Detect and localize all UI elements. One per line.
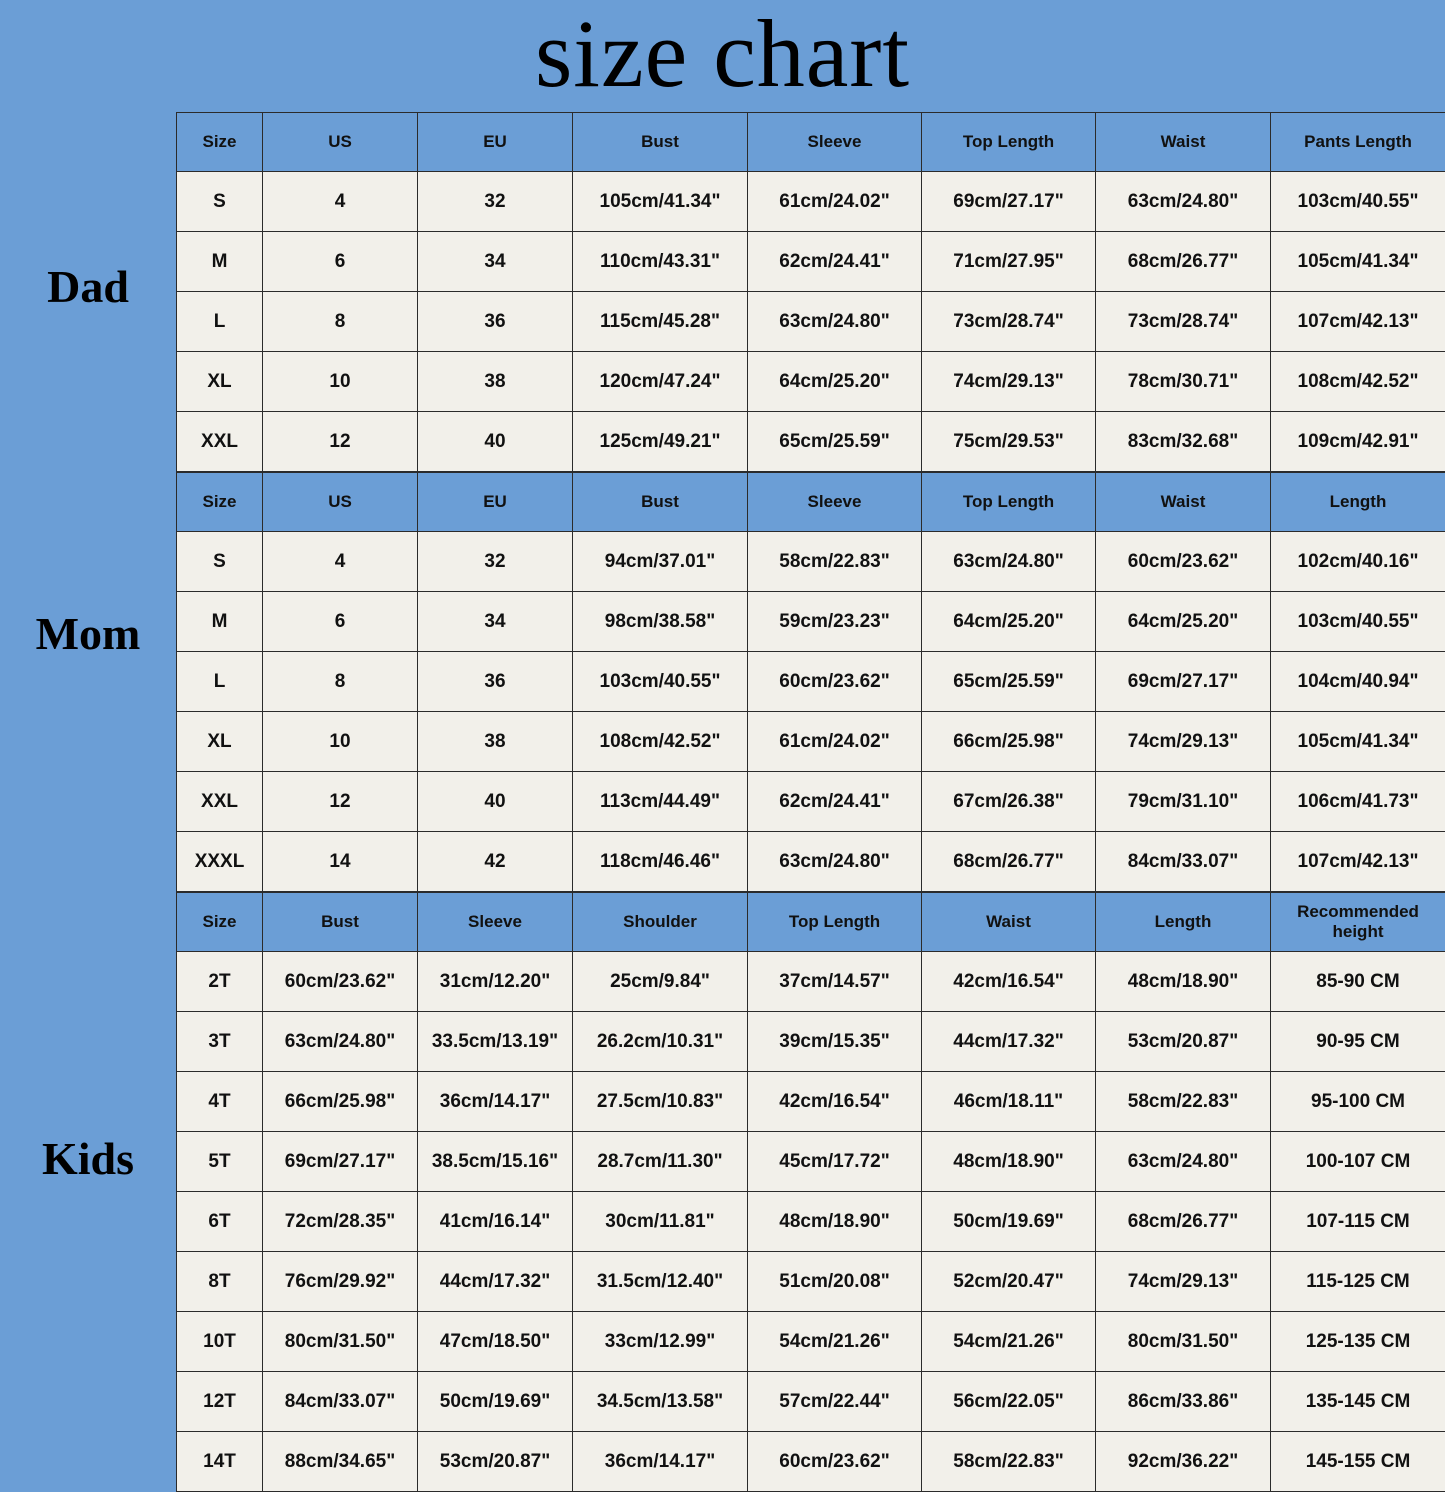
measurement-cell: 31cm/12.20" [418,952,573,1012]
measurement-cell: 74cm/29.13" [1096,712,1271,772]
measurement-cell: 92cm/36.22" [1096,1432,1271,1492]
measurement-cell: 10 [263,712,418,772]
measurement-cell: 38 [418,352,573,412]
measurement-cell: 80cm/31.50" [263,1312,418,1372]
measurement-cell: 85-90 CM [1271,952,1445,1012]
table-row [177,1252,1445,1312]
measurement-cell: 12 [263,772,418,832]
measurement-cell: 108cm/42.52" [1271,352,1445,412]
measurement-cell: 4 [263,172,418,232]
group-label-dad: Dad [0,260,176,313]
measurement-cell: 26.2cm/10.31" [573,1012,748,1072]
measurement-cell: 113cm/44.49" [573,772,748,832]
measurement-cell: 62cm/24.41" [748,232,922,292]
column-header: Size [177,473,263,532]
measurement-cell: 145-155 CM [1271,1432,1445,1492]
measurement-cell: 38.5cm/15.16" [418,1132,573,1192]
measurement-cell: 48cm/18.90" [922,1132,1096,1192]
measurement-cell: 106cm/41.73" [1271,772,1445,832]
measurement-cell: 71cm/27.95" [922,232,1096,292]
measurement-cell: 108cm/42.52" [573,712,748,772]
measurement-cell: 41cm/16.14" [418,1192,573,1252]
size-cell: XXL [177,772,263,832]
measurement-cell: 61cm/24.02" [748,172,922,232]
table-body [177,952,1445,1492]
measurement-cell: 58cm/22.83" [1096,1072,1271,1132]
column-header: Waist [1096,113,1271,172]
measurement-cell: 69cm/27.17" [1096,652,1271,712]
measurement-cell: 103cm/40.55" [1271,592,1445,652]
measurement-cell: 64cm/25.20" [748,352,922,412]
measurement-cell: 44cm/17.32" [418,1252,573,1312]
measurement-cell: 68cm/26.77" [922,832,1096,892]
table-row [177,292,1445,352]
table-row [177,592,1445,652]
measurement-cell: 4 [263,532,418,592]
measurement-cell: 105cm/41.34" [573,172,748,232]
measurement-cell: 125-135 CM [1271,1312,1445,1372]
measurement-cell: 68cm/26.77" [1096,1192,1271,1252]
measurement-cell: 69cm/27.17" [922,172,1096,232]
measurement-cell: 110cm/43.31" [573,232,748,292]
size-cell: XL [177,352,263,412]
measurement-cell: 107cm/42.13" [1271,832,1445,892]
size-cell: 2T [177,952,263,1012]
measurement-cell: 76cm/29.92" [263,1252,418,1312]
measurement-cell: 36 [418,292,573,352]
measurement-cell: 66cm/25.98" [263,1072,418,1132]
size-cell: L [177,652,263,712]
measurement-cell: 66cm/25.98" [922,712,1096,772]
page-title: size chart [0,4,1445,104]
measurement-cell: 44cm/17.32" [922,1012,1096,1072]
measurement-cell: 34.5cm/13.58" [573,1372,748,1432]
measurement-cell: 100-107 CM [1271,1132,1445,1192]
measurement-cell: 105cm/41.34" [1271,712,1445,772]
table-head [177,893,1445,952]
measurement-cell: 36cm/14.17" [418,1072,573,1132]
measurement-cell: 84cm/33.07" [1096,832,1271,892]
measurement-cell: 50cm/19.69" [418,1372,573,1432]
size-cell: 6T [177,1192,263,1252]
column-header: EU [418,113,573,172]
measurement-cell: 64cm/25.20" [922,592,1096,652]
size-cell: 14T [177,1432,263,1492]
measurement-cell: 62cm/24.41" [748,772,922,832]
measurement-cell: 56cm/22.05" [922,1372,1096,1432]
size-cell: XXL [177,412,263,472]
measurement-cell: 36cm/14.17" [573,1432,748,1492]
measurement-cell: 109cm/42.91" [1271,412,1445,472]
column-header: Sleeve [418,893,573,952]
table-row [177,532,1445,592]
measurement-cell: 53cm/20.87" [1096,1012,1271,1072]
measurement-cell: 39cm/15.35" [748,1012,922,1072]
table-row [177,832,1445,892]
measurement-cell: 57cm/22.44" [748,1372,922,1432]
table-header-row [177,113,1445,172]
table-row [177,772,1445,832]
group-labels [0,112,176,1445]
table-row [177,1012,1445,1072]
table-row [177,1072,1445,1132]
table-kids [176,892,1445,1492]
measurement-cell: 59cm/23.23" [748,592,922,652]
measurement-cell: 38 [418,712,573,772]
measurement-cell: 74cm/29.13" [922,352,1096,412]
measurement-cell: 32 [418,532,573,592]
measurement-cell: 67cm/26.38" [922,772,1096,832]
measurement-cell: 78cm/30.71" [1096,352,1271,412]
measurement-cell: 90-95 CM [1271,1012,1445,1072]
measurement-cell: 94cm/37.01" [573,532,748,592]
measurement-cell: 6 [263,592,418,652]
column-header: Top Length [922,473,1096,532]
table-row [177,172,1445,232]
measurement-cell: 104cm/40.94" [1271,652,1445,712]
column-header: US [263,473,418,532]
measurement-cell: 69cm/27.17" [263,1132,418,1192]
measurement-cell: 86cm/33.86" [1096,1372,1271,1432]
measurement-cell: 40 [418,772,573,832]
measurement-cell: 6 [263,232,418,292]
size-cell: S [177,532,263,592]
measurement-cell: 8 [263,652,418,712]
measurement-cell: 47cm/18.50" [418,1312,573,1372]
measurement-cell: 42cm/16.54" [922,952,1096,1012]
column-header: Length [1096,893,1271,952]
measurement-cell: 73cm/28.74" [922,292,1096,352]
table-row [177,1132,1445,1192]
column-header: EU [418,473,573,532]
measurement-cell: 52cm/20.47" [922,1252,1096,1312]
table-row [177,232,1445,292]
measurement-cell: 72cm/28.35" [263,1192,418,1252]
table-head [177,113,1445,172]
measurement-cell: 12 [263,412,418,472]
measurement-cell: 58cm/22.83" [748,532,922,592]
measurement-cell: 42cm/16.54" [748,1072,922,1132]
table-head [177,473,1445,532]
size-cell: M [177,592,263,652]
table-header-row [177,893,1445,952]
measurement-cell: 34 [418,592,573,652]
measurement-cell: 84cm/33.07" [263,1372,418,1432]
measurement-cell: 63cm/24.80" [922,532,1096,592]
measurement-cell: 33.5cm/13.19" [418,1012,573,1072]
measurement-cell: 83cm/32.68" [1096,412,1271,472]
measurement-cell: 53cm/20.87" [418,1432,573,1492]
measurement-cell: 28.7cm/11.30" [573,1132,748,1192]
column-header: Bust [573,113,748,172]
measurement-cell: 34 [418,232,573,292]
measurement-cell: 103cm/40.55" [573,652,748,712]
measurement-cell: 37cm/14.57" [748,952,922,1012]
size-cell: 3T [177,1012,263,1072]
size-cell: XL [177,712,263,772]
group-label-mom: Mom [0,607,176,660]
column-header: Size [177,893,263,952]
size-cell: 4T [177,1072,263,1132]
column-header: Waist [1096,473,1271,532]
measurement-cell: 118cm/46.46" [573,832,748,892]
table-header-row [177,473,1445,532]
column-header: Length [1271,473,1445,532]
measurement-cell: 98cm/38.58" [573,592,748,652]
column-header: Bust [573,473,748,532]
size-tables [176,112,1445,1492]
measurement-cell: 63cm/24.80" [748,832,922,892]
column-header: Bust [263,893,418,952]
size-cell: M [177,232,263,292]
size-cell: 8T [177,1252,263,1312]
column-header: Waist [922,893,1096,952]
table-row [177,1192,1445,1252]
measurement-cell: 8 [263,292,418,352]
measurement-cell: 27.5cm/10.83" [573,1072,748,1132]
measurement-cell: 135-145 CM [1271,1372,1445,1432]
measurement-cell: 60cm/23.62" [748,1432,922,1492]
table-row [177,352,1445,412]
measurement-cell: 64cm/25.20" [1096,592,1271,652]
table-row [177,712,1445,772]
measurement-cell: 73cm/28.74" [1096,292,1271,352]
measurement-cell: 45cm/17.72" [748,1132,922,1192]
table-row [177,652,1445,712]
measurement-cell: 33cm/12.99" [573,1312,748,1372]
column-header: US [263,113,418,172]
measurement-cell: 54cm/21.26" [922,1312,1096,1372]
table-row [177,1372,1445,1432]
measurement-cell: 48cm/18.90" [748,1192,922,1252]
table-body [177,532,1445,892]
measurement-cell: 65cm/25.59" [748,412,922,472]
measurement-cell: 80cm/31.50" [1096,1312,1271,1372]
measurement-cell: 63cm/24.80" [1096,172,1271,232]
measurement-cell: 79cm/31.10" [1096,772,1271,832]
measurement-cell: 63cm/24.80" [1096,1132,1271,1192]
column-header: Shoulder [573,893,748,952]
column-header: Recommended height [1271,893,1445,952]
measurement-cell: 14 [263,832,418,892]
table-row [177,412,1445,472]
measurement-cell: 42 [418,832,573,892]
table-mom [176,472,1445,892]
size-cell: 10T [177,1312,263,1372]
measurement-cell: 63cm/24.80" [263,1012,418,1072]
measurement-cell: 58cm/22.83" [922,1432,1096,1492]
column-header: Top Length [922,113,1096,172]
measurement-cell: 30cm/11.81" [573,1192,748,1252]
measurement-cell: 102cm/40.16" [1271,532,1445,592]
measurement-cell: 60cm/23.62" [1096,532,1271,592]
measurement-cell: 74cm/29.13" [1096,1252,1271,1312]
column-header: Sleeve [748,473,922,532]
measurement-cell: 105cm/41.34" [1271,232,1445,292]
measurement-cell: 46cm/18.11" [922,1072,1096,1132]
table-row [177,952,1445,1012]
column-header: Size [177,113,263,172]
measurement-cell: 50cm/19.69" [922,1192,1096,1252]
measurement-cell: 103cm/40.55" [1271,172,1445,232]
column-header: Top Length [748,893,922,952]
measurement-cell: 31.5cm/12.40" [573,1252,748,1312]
measurement-cell: 120cm/47.24" [573,352,748,412]
table-row [177,1432,1445,1492]
measurement-cell: 60cm/23.62" [748,652,922,712]
measurement-cell: 75cm/29.53" [922,412,1096,472]
measurement-cell: 25cm/9.84" [573,952,748,1012]
measurement-cell: 125cm/49.21" [573,412,748,472]
measurement-cell: 95-100 CM [1271,1072,1445,1132]
measurement-cell: 68cm/26.77" [1096,232,1271,292]
size-cell: S [177,172,263,232]
size-cell: L [177,292,263,352]
measurement-cell: 107-115 CM [1271,1192,1445,1252]
table-body [177,172,1445,472]
group-label-kids: Kids [0,1132,176,1185]
measurement-cell: 32 [418,172,573,232]
table-row [177,1312,1445,1372]
measurement-cell: 54cm/21.26" [748,1312,922,1372]
measurement-cell: 40 [418,412,573,472]
table-dad [176,112,1445,472]
column-header: Sleeve [748,113,922,172]
measurement-cell: 107cm/42.13" [1271,292,1445,352]
measurement-cell: 88cm/34.65" [263,1432,418,1492]
measurement-cell: 61cm/24.02" [748,712,922,772]
column-header: Pants Length [1271,113,1445,172]
measurement-cell: 48cm/18.90" [1096,952,1271,1012]
measurement-cell: 60cm/23.62" [263,952,418,1012]
measurement-cell: 115-125 CM [1271,1252,1445,1312]
measurement-cell: 115cm/45.28" [573,292,748,352]
measurement-cell: 63cm/24.80" [748,292,922,352]
measurement-cell: 65cm/25.59" [922,652,1096,712]
measurement-cell: 36 [418,652,573,712]
size-cell: 5T [177,1132,263,1192]
measurement-cell: 10 [263,352,418,412]
size-cell: 12T [177,1372,263,1432]
size-cell: XXXL [177,832,263,892]
measurement-cell: 51cm/20.08" [748,1252,922,1312]
